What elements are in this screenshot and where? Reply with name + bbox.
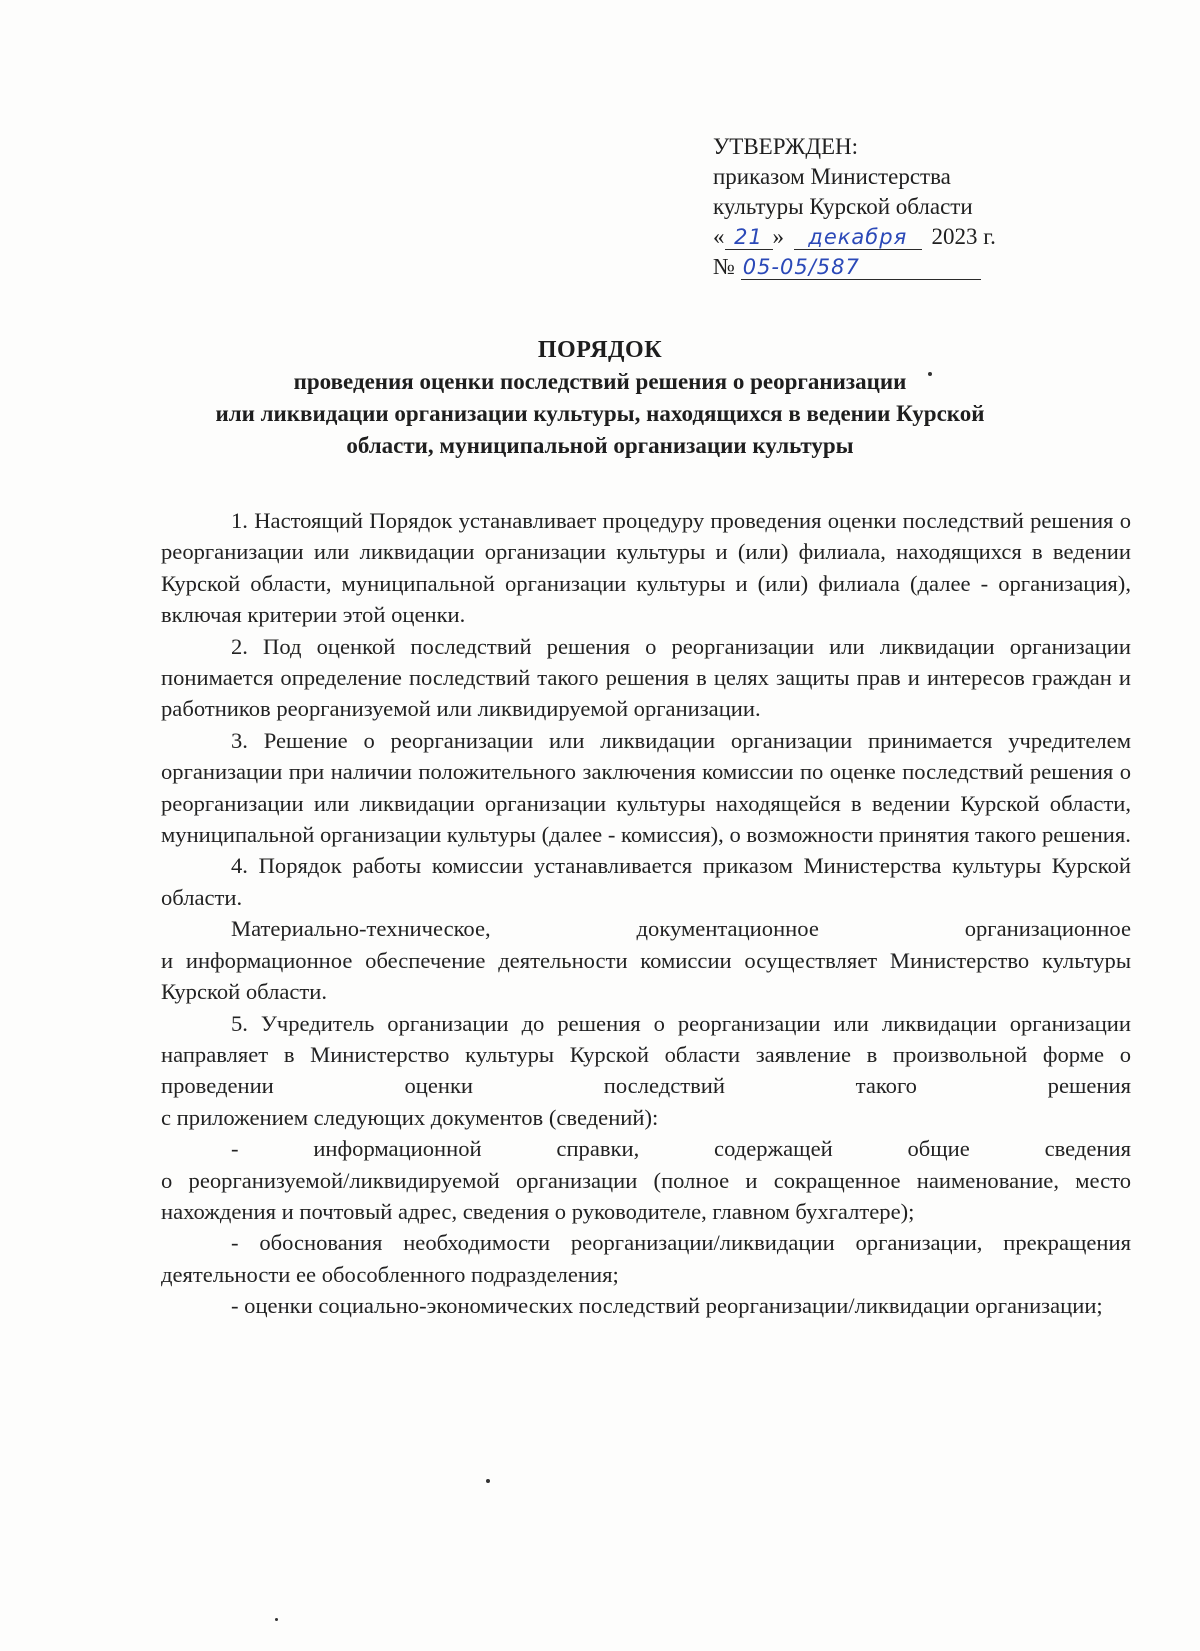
title-heading: ПОРЯДОК — [537, 337, 663, 363]
list-item-info-b: о реорганизуемой/ликвидируемой организации (полное и сокращенное наименование, место нахождения и почтовый адрес, сведения о руководителе, главном бухгалтере); — [161, 1167, 1131, 1224]
date-close-quote: » — [772, 224, 784, 249]
date-month-field — [794, 225, 922, 250]
paragraph-3: 3. Решение о реорганизации или ликвидации организации принимается учредителем организации при наличии положительного заключения комиссии по оценке последствий решения о реорганизации или ликвидации организации культуры находящейся в ведении Курской области, муниципальной организации культуры (далее - комиссия), о возможности принятия такого решения. — [161, 727, 1131, 848]
list-item-assessment: - оценки социально-экономических последствий реорганизации/ликвидации организации; — [231, 1293, 1103, 1319]
approval-heading: УТВЕРЖДЕН: — [713, 134, 859, 159]
date-day-handwritten: 21 — [734, 225, 763, 249]
date-year: 2023 г. — [931, 224, 996, 249]
date-day-field — [725, 225, 773, 250]
number-handwritten: 05-05/587 — [742, 255, 860, 279]
scan-speck — [275, 1618, 278, 1621]
approval-ministry-line: культуры Курской области — [713, 194, 973, 219]
number-sign: № — [713, 254, 735, 279]
title-line-4: области, муниципальной организации культуры — [346, 433, 854, 458]
approval-date-line — [713, 222, 1043, 252]
document-body — [161, 505, 1131, 1322]
paragraph-5-tail: с приложением следующих документов (сведений): — [161, 1104, 659, 1130]
list-item-justification: - обоснования необходимости реорганизации/ликвидации организации, прекращения деятельности ее обособленного подразделения; — [161, 1230, 1131, 1287]
approval-number-line — [713, 252, 1043, 282]
paragraph-2: 2. Под оценкой последствий решения о реорганизации или ликвидации организации понимается определение последствий такого решения в целях защиты прав и интересов граждан и работников реорганизуемой или ликвидируемой организации. — [161, 633, 1131, 722]
paragraph-5: 5. Учредитель организации до решения о реорганизации или ликвидации организации направляет в Министерство культуры Курской области заявление в произвольной форме о проведении оценки последствий такого решения — [161, 1010, 1131, 1099]
date-open-quote: « — [713, 224, 725, 249]
title-line-3: или ликвидации организации культуры, находящихся в ведении Курской — [215, 401, 985, 426]
scan-speck — [486, 1479, 490, 1483]
list-item-info-a: - информационной справки, содержащей общие сведения — [231, 1136, 1131, 1162]
document-title — [120, 334, 1080, 462]
approval-order-line: приказом Министерства — [713, 164, 951, 189]
paragraph-1: 1. Настоящий Порядок устанавливает процедуру проведения оценки последствий решения о реорганизации или ликвидации организации культуры и (или) филиала, находящихся в ведении Курской области, муниципальной организации культуры и (или) филиала (далее - организация), включая критерии этой оценки. — [161, 508, 1131, 628]
scan-speck — [928, 372, 932, 376]
paragraph-4: 4. Порядок работы комиссии устанавливается приказом Министерства культуры Курской области. — [161, 853, 1131, 910]
title-line-2: проведения оценки последствий решения о реорганизации — [293, 369, 907, 394]
approval-block — [713, 132, 1043, 282]
paragraph-support-a: Материально-техническое, документационное организационное — [231, 916, 1131, 942]
number-field — [741, 255, 981, 280]
date-month-handwritten: декабря — [808, 225, 908, 249]
paragraph-support-b: и информационное обеспечение деятельности комиссии осуществляет Министерство культуры Курской области. — [161, 947, 1131, 1005]
